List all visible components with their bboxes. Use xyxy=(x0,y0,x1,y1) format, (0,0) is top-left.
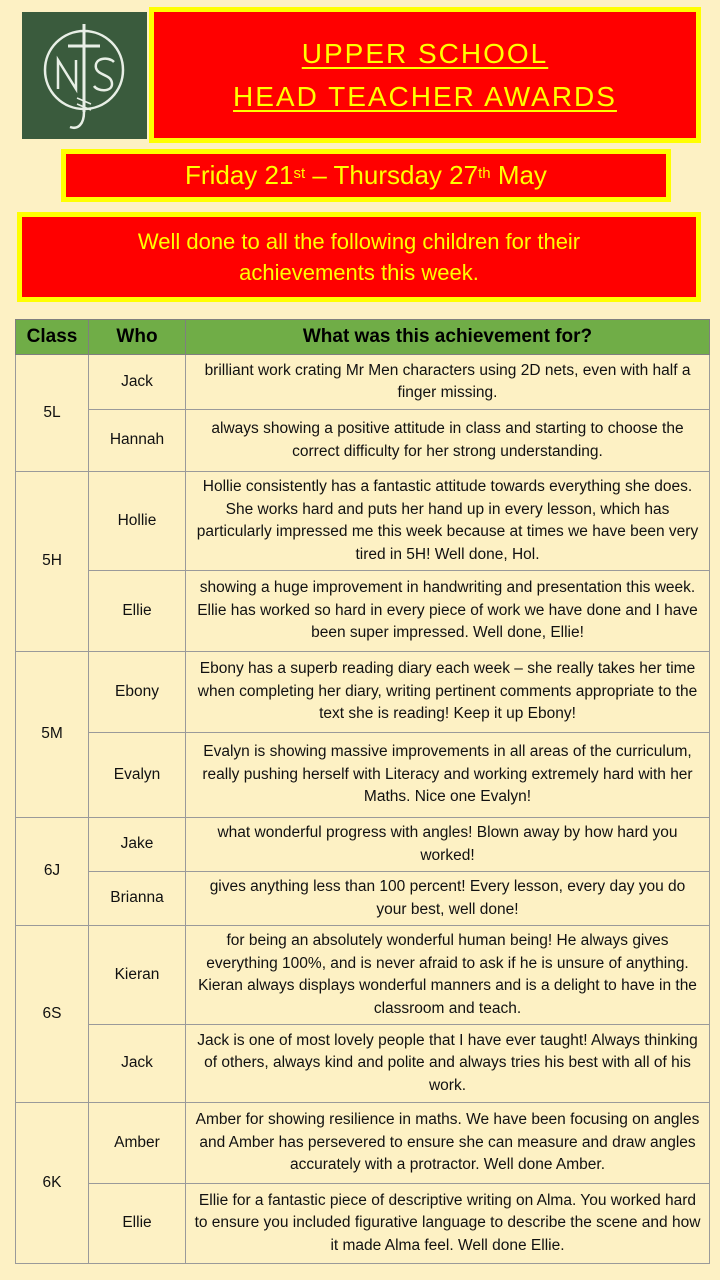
table-row xyxy=(16,410,710,472)
achievement-text: Evalyn is showing massive improvements in all areas of the curriculum, really pushing herself with Literacy and working extremely hard with her Maths. Nice one Evalyn! xyxy=(186,733,710,818)
table-row xyxy=(16,733,710,818)
table-row xyxy=(16,1025,710,1103)
congratulations-banner xyxy=(17,212,701,302)
class-cell: 6S xyxy=(16,926,89,1103)
table-row xyxy=(16,355,710,410)
title-banner xyxy=(149,7,701,143)
column-header-class: Class xyxy=(16,320,89,355)
table-row xyxy=(16,1184,710,1264)
pupil-name: Brianna xyxy=(89,872,186,926)
title-line-1: UPPER SCHOOL xyxy=(301,38,549,69)
class-cell: 6J xyxy=(16,818,89,926)
school-logo xyxy=(22,12,147,139)
table-row xyxy=(16,652,710,733)
awards-table xyxy=(15,319,710,1264)
table-row xyxy=(16,1103,710,1184)
pupil-name: Kieran xyxy=(89,926,186,1025)
column-header-achievement: What was this achievement for? xyxy=(186,320,710,355)
pupil-name: Evalyn xyxy=(89,733,186,818)
class-cell: 5M xyxy=(16,652,89,818)
achievement-text: gives anything less than 100 percent! Every lesson, every day you do your best, well done! xyxy=(186,872,710,926)
class-cell: 5L xyxy=(16,355,89,472)
date-month: May xyxy=(490,160,547,190)
achievement-text: Ebony has a superb reading diary each week – she really takes her time when completing her diary, writing pertinent comments appropriate to the text she is reading! Keep it up Ebony! xyxy=(186,652,710,733)
pupil-name: Jake xyxy=(89,818,186,872)
achievement-text: for being an absolutely wonderful human being! He always gives everything 100%, and is never afraid to ask if he is unsure of anything. Kieran always displays wonderful manners and is a delight to have in the classroom and teach. xyxy=(186,926,710,1025)
date-start-suffix: st xyxy=(293,165,306,182)
column-header-who: Who xyxy=(89,320,186,355)
title-line-2: HEAD TEACHER AWARDS xyxy=(233,81,617,112)
pupil-name: Hannah xyxy=(89,410,186,472)
achievement-text: what wonderful progress with angles! Blown away by how hard you worked! xyxy=(186,818,710,872)
achievement-text: Jack is one of most lovely people that I have ever taught! Always thinking of others, always kind and polite and always tries his best with all of his work. xyxy=(186,1025,710,1103)
achievement-text: always showing a positive attitude in class and starting to choose the correct difficulty for her strong understanding. xyxy=(186,410,710,472)
date-banner xyxy=(61,149,671,202)
table-row xyxy=(16,818,710,872)
pupil-name: Ellie xyxy=(89,571,186,652)
pupil-name: Jack xyxy=(89,1025,186,1103)
pupil-name: Hollie xyxy=(89,472,186,571)
table-row xyxy=(16,472,710,571)
pupil-name: Ellie xyxy=(89,1184,186,1264)
date-start: Friday 21 xyxy=(185,160,294,190)
achievement-text: brilliant work crating Mr Men characters using 2D nets, even with half a finger missing. xyxy=(186,355,710,410)
date-separator: – Thursday 27 xyxy=(305,160,479,190)
class-cell: 5H xyxy=(16,472,89,652)
achievement-text: Ellie for a fantastic piece of descriptive writing on Alma. You worked hard to ensure you included figurative language to describe the scene and how it made Alma feel. Well done Ellie. xyxy=(186,1184,710,1264)
school-crest-icon xyxy=(22,12,147,139)
achievement-text: Amber for showing resilience in maths. We have been focusing on angles and Amber has persevered to ensure she can measure and draw angles accurately with a protractor. Well done Amber. xyxy=(186,1103,710,1184)
pupil-name: Ebony xyxy=(89,652,186,733)
achievement-text: Hollie consistently has a fantastic attitude towards everything she does. She works hard and puts her hand up in every lesson, which has particularly impressed me this week because at times we have been very tired in 5H! Well done, Hol. xyxy=(186,472,710,571)
date-end-suffix: th xyxy=(478,165,491,182)
class-cell: 6K xyxy=(16,1103,89,1264)
congratulations-text: Well done to all the following children for their achievements this week. xyxy=(137,229,581,285)
pupil-name: Amber xyxy=(89,1103,186,1184)
table-row xyxy=(16,571,710,652)
table-row xyxy=(16,872,710,926)
table-row xyxy=(16,926,710,1025)
achievement-text: showing a huge improvement in handwriting and presentation this week. Ellie has worked so hard in every piece of work we have done and I have been super impressed. Well done, Ellie! xyxy=(186,571,710,652)
table-header-row xyxy=(16,320,710,355)
pupil-name: Jack xyxy=(89,355,186,410)
